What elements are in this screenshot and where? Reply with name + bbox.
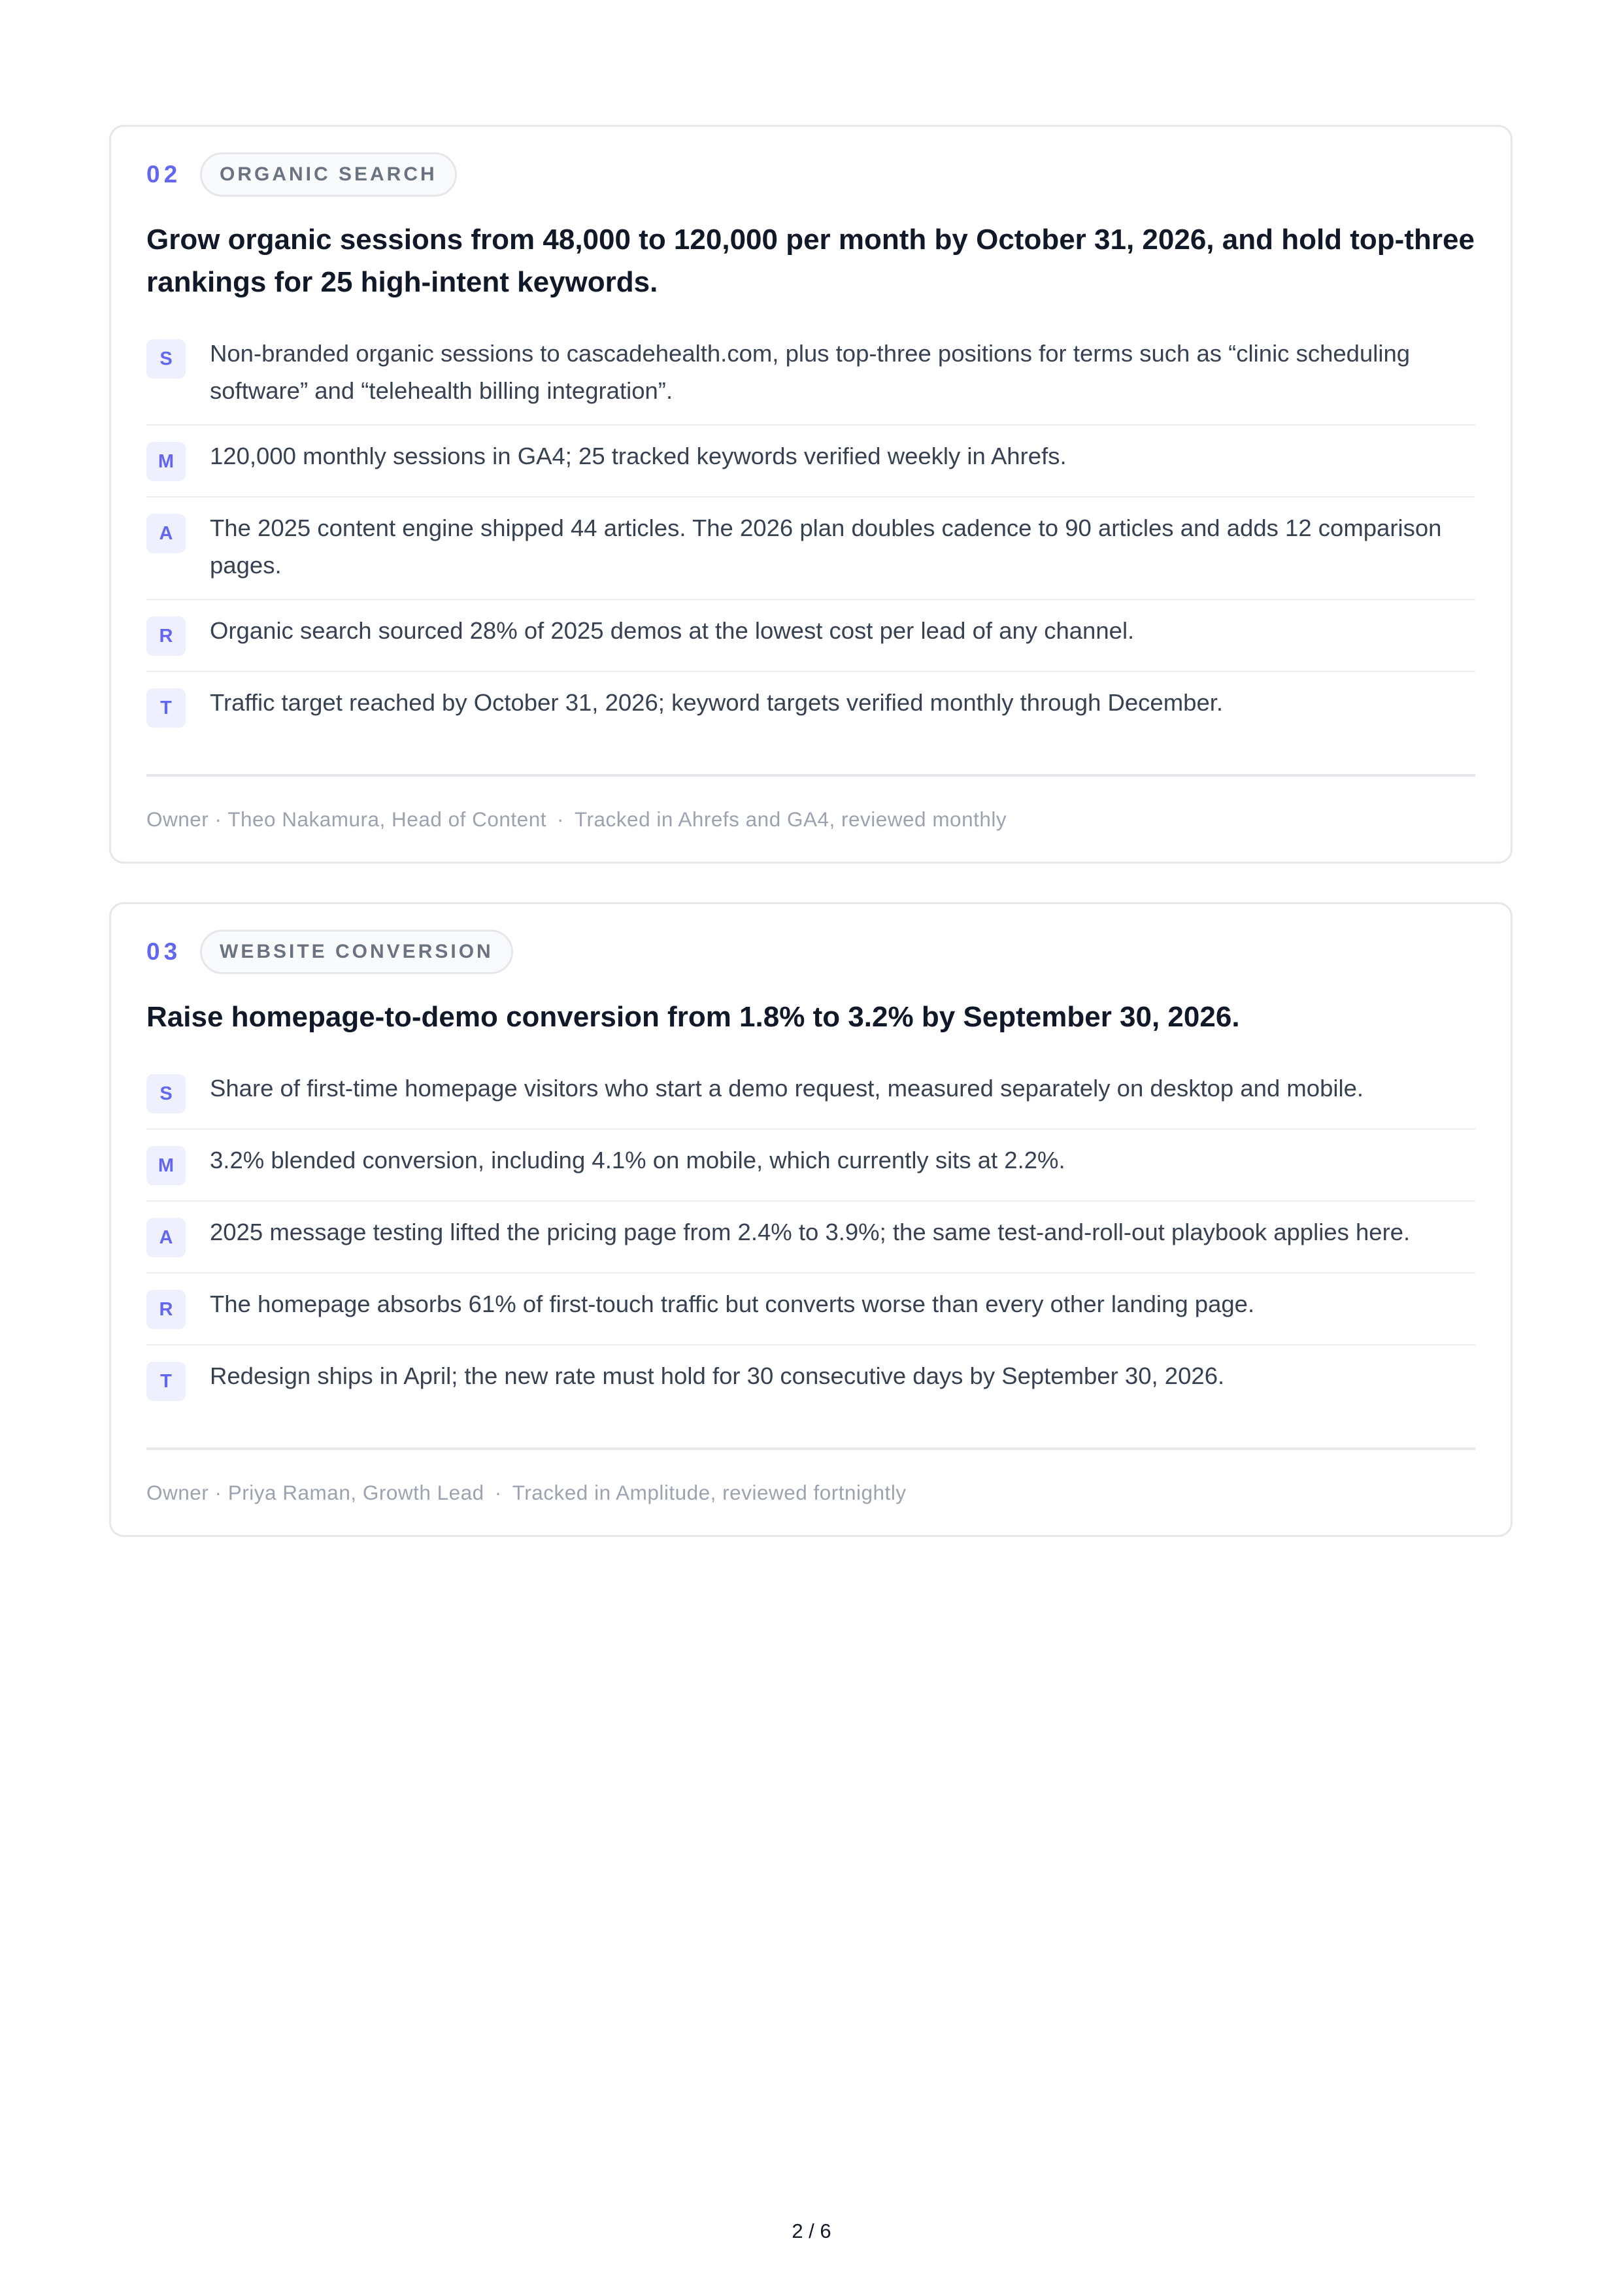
smart-row-text: The homepage absorbs 61% of first-touch traffic but converts worse than every other landing page. bbox=[210, 1291, 1255, 1317]
goal-title: Raise homepage-to-demo conversion from 1.8% to 3.2% by September 30, 2026. bbox=[146, 1001, 1240, 1033]
smart-row-specific bbox=[146, 1058, 1475, 1130]
goal-owner: Owner · Priya Raman, Growth Lead bbox=[146, 1480, 484, 1504]
smart-row-measurable bbox=[146, 1130, 1475, 1202]
smart-row-text: Non-branded organic sessions to cascadehealth.com, plus top-three positions for terms such as “clinic scheduling software” and “telehealth billing integration”. bbox=[210, 340, 1411, 404]
goal-header bbox=[146, 928, 1475, 976]
goal-number: 03 bbox=[146, 938, 182, 965]
smart-row-text: Share of first-time homepage visitors who start a demo request, measured separately on desktop and mobile. bbox=[210, 1075, 1364, 1102]
footer-separator: · bbox=[556, 807, 564, 831]
goal-tracking: Tracked in Ahrefs and GA4, reviewed monthly bbox=[574, 807, 1007, 831]
smart-letter-badge: S bbox=[146, 1074, 186, 1113]
goal-footer bbox=[146, 774, 1475, 862]
goal-number: 02 bbox=[146, 161, 182, 188]
smart-letter-badge: R bbox=[146, 1290, 186, 1329]
smart-letter-badge: T bbox=[146, 688, 186, 728]
footer-separator: · bbox=[494, 1480, 502, 1504]
smart-letter-badge: R bbox=[146, 616, 186, 656]
smart-row-text: Redesign ships in April; the new rate must hold for 30 consecutive days by September 30, 2026. bbox=[210, 1362, 1225, 1389]
smart-letter-badge: M bbox=[146, 1146, 186, 1185]
smart-letter-badge: A bbox=[146, 514, 186, 553]
smart-row-relevant bbox=[146, 600, 1475, 672]
smart-letter-badge: A bbox=[146, 1218, 186, 1257]
smart-criteria-list bbox=[146, 323, 1475, 743]
goal-owner: Owner · Theo Nakamura, Head of Content bbox=[146, 807, 546, 831]
smart-row-time-bound bbox=[146, 672, 1475, 743]
smart-row-specific bbox=[146, 323, 1475, 426]
goal-tracking: Tracked in Amplitude, reviewed fortnightly bbox=[512, 1480, 907, 1504]
smart-letter-badge: M bbox=[146, 442, 186, 481]
smart-row-text: 120,000 monthly sessions in GA4; 25 tracked keywords verified weekly in Ahrefs. bbox=[210, 443, 1067, 469]
goal-header bbox=[146, 150, 1475, 199]
smart-row-achievable bbox=[146, 1202, 1475, 1274]
smart-row-text: 2025 message testing lifted the pricing page from 2.4% to 3.9%; the same test-and-roll-out playbook applies here. bbox=[210, 1219, 1411, 1245]
smart-row-measurable bbox=[146, 426, 1475, 498]
smart-row-text: Traffic target reached by October 31, 2026; keyword targets verified monthly through December. bbox=[210, 689, 1224, 716]
smart-row-text: Organic search sourced 28% of 2025 demos at the lowest cost per lead of any channel. bbox=[210, 617, 1135, 644]
goal-card-organic-search bbox=[109, 125, 1513, 864]
smart-letter-badge: T bbox=[146, 1362, 186, 1401]
smart-criteria-list bbox=[146, 1058, 1475, 1416]
goal-category-tag: ORGANIC SEARCH bbox=[200, 152, 457, 197]
smart-row-achievable bbox=[146, 498, 1475, 600]
goal-card-website-conversion bbox=[109, 902, 1513, 1537]
goal-category-tag: WEBSITE CONVERSION bbox=[200, 930, 513, 974]
smart-row-relevant bbox=[146, 1274, 1475, 1345]
smart-row-time-bound bbox=[146, 1345, 1475, 1416]
smart-row-text: 3.2% blended conversion, including 4.1% on mobile, which currently sits at 2.2%. bbox=[210, 1147, 1065, 1173]
goal-footer bbox=[146, 1447, 1475, 1535]
smart-letter-badge: S bbox=[146, 339, 186, 379]
goal-title: Grow organic sessions from 48,000 to 120,000 per month by October 31, 2026, and hold top-three rankings for 25 high-intent keywords. bbox=[146, 224, 1475, 298]
smart-row-text: The 2025 content engine shipped 44 articles. The 2026 plan doubles cadence to 90 articles and adds 12 comparison pages. bbox=[210, 515, 1442, 579]
page-number: 2 / 6 bbox=[792, 2220, 831, 2242]
